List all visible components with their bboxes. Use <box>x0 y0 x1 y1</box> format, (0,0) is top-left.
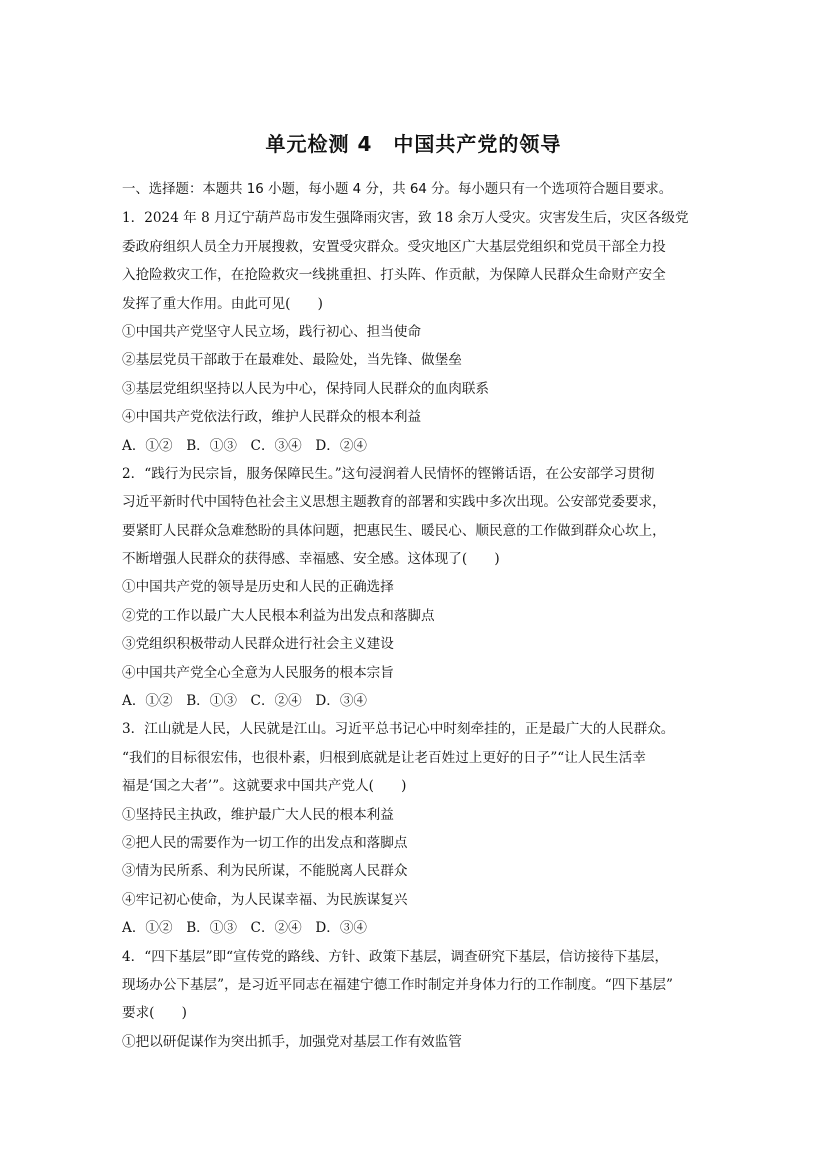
question-stem-line: 入抢险救灾工作，在抢险救灾一线挑重担、打头阵、作贡献，为保障人民群众生命财产安全 <box>122 267 666 284</box>
question-block <box>122 460 712 716</box>
question-stem-line: “我们的目标很宏伟，也很朴素，归根到底就是让老百姓过上更好的日子”“让人民生活幸 <box>122 749 646 766</box>
page-title: 单元检测 4 中国共产党的领导 <box>265 132 562 156</box>
question-stem-line: 3．江山就是人民，人民就是江山。习近平总书记心中时刻牵挂的，正是最广大的人民群众。 <box>122 721 675 738</box>
answer-choices: A．①② B．①③ C．②④ D．③④ <box>122 920 368 937</box>
question-stem-line: 要紧盯人民群众急难愁盼的具体问题，把惠民生、暖民心、顺民意的工作做到群众心坎上， <box>122 522 666 539</box>
question-stem-line: 发挥了重大作用。由此可见( ) <box>122 295 323 312</box>
question-stem-line: 福是‘国之大者’”。这就要求中国共产党人( ) <box>122 778 407 795</box>
question-stem-line: 现场办公下基层”，是习近平同志在福建宁德工作时制定并身体力行的工作制度。“四下基层” <box>122 976 674 993</box>
statement-option: ①中国共产党的领导是历史和人民的正确选择 <box>122 579 394 596</box>
question-stem-line: 不断增强人民群众的获得感、幸福感、安全感。这体现了( ) <box>122 551 500 568</box>
answer-choices: A．①② B．①③ C．③④ D．②④ <box>122 437 368 454</box>
statement-option: ①把以研促谋作为突出抓手，加强党对基层工作有效监管 <box>122 1033 462 1050</box>
statement-option: ①坚持民主执政，维护最广大人民的根本利益 <box>122 806 394 823</box>
section-header: 一、选择题：本题共 16 小题，每小题 4 分，共 64 分。每小题只有一个选项符合题目要求。 <box>122 182 673 197</box>
statement-option: ②把人民的需要作为一切工作的出发点和落脚点 <box>122 834 408 851</box>
statement-option: ①中国共产党坚守人民立场，践行初心、担当使命 <box>122 323 422 340</box>
statement-option: ④中国共产党依法行政，维护人民群众的根本利益 <box>122 409 422 426</box>
question-block <box>122 715 712 942</box>
answer-choices: A．①② B．①③ C．②④ D．③④ <box>122 693 368 710</box>
statement-option: ③情为民所系、利为民所谋，不能脱离人民群众 <box>122 863 408 880</box>
question-stem-line: 1．2024 年 8 月辽宁葫芦岛市发生强降雨灾害，致 18 余万人受灾。灾害发生后，灾区各级党 <box>122 210 689 227</box>
statement-option: ④中国共产党全心全意为人民服务的根本宗旨 <box>122 664 394 681</box>
statement-option: ④牢记初心使命，为人民谋幸福、为民族谋复兴 <box>122 891 408 908</box>
statement-option: ③基层党组织坚持以人民为中心，保持同人民群众的血肉联系 <box>122 380 490 397</box>
question-stem-line: 习近平新时代中国特色社会主义思想主题教育的部署和实践中多次出现。公安部党委要求， <box>122 494 666 511</box>
question-block <box>122 943 712 1057</box>
question-block <box>122 204 712 460</box>
question-stem-line: 2．“践行为民宗旨，服务保障民生。”这句浸润着人民情怀的铿锵话语，在公安部学习贯彻 <box>122 465 655 482</box>
question-stem-line: 委政府组织人员全力开展搜救，安置受灾群众。受灾地区广大基层党组织和党员干部全力投 <box>122 238 666 255</box>
statement-option: ②党的工作以最广大人民根本利益为出发点和落脚点 <box>122 607 435 624</box>
question-stem-line: 4．“四下基层”即“宣传党的路线、方针、政策下基层，调查研究下基层，信访接待下基层， <box>122 948 669 965</box>
statement-option: ③党组织积极带动人民群众进行社会主义建设 <box>122 636 394 653</box>
statement-option: ②基层党员干部敢于在最难处、最险处，当先锋、做堡垒 <box>122 352 462 369</box>
question-stem-line: 要求( ) <box>122 1005 187 1022</box>
question-content <box>122 176 712 1056</box>
